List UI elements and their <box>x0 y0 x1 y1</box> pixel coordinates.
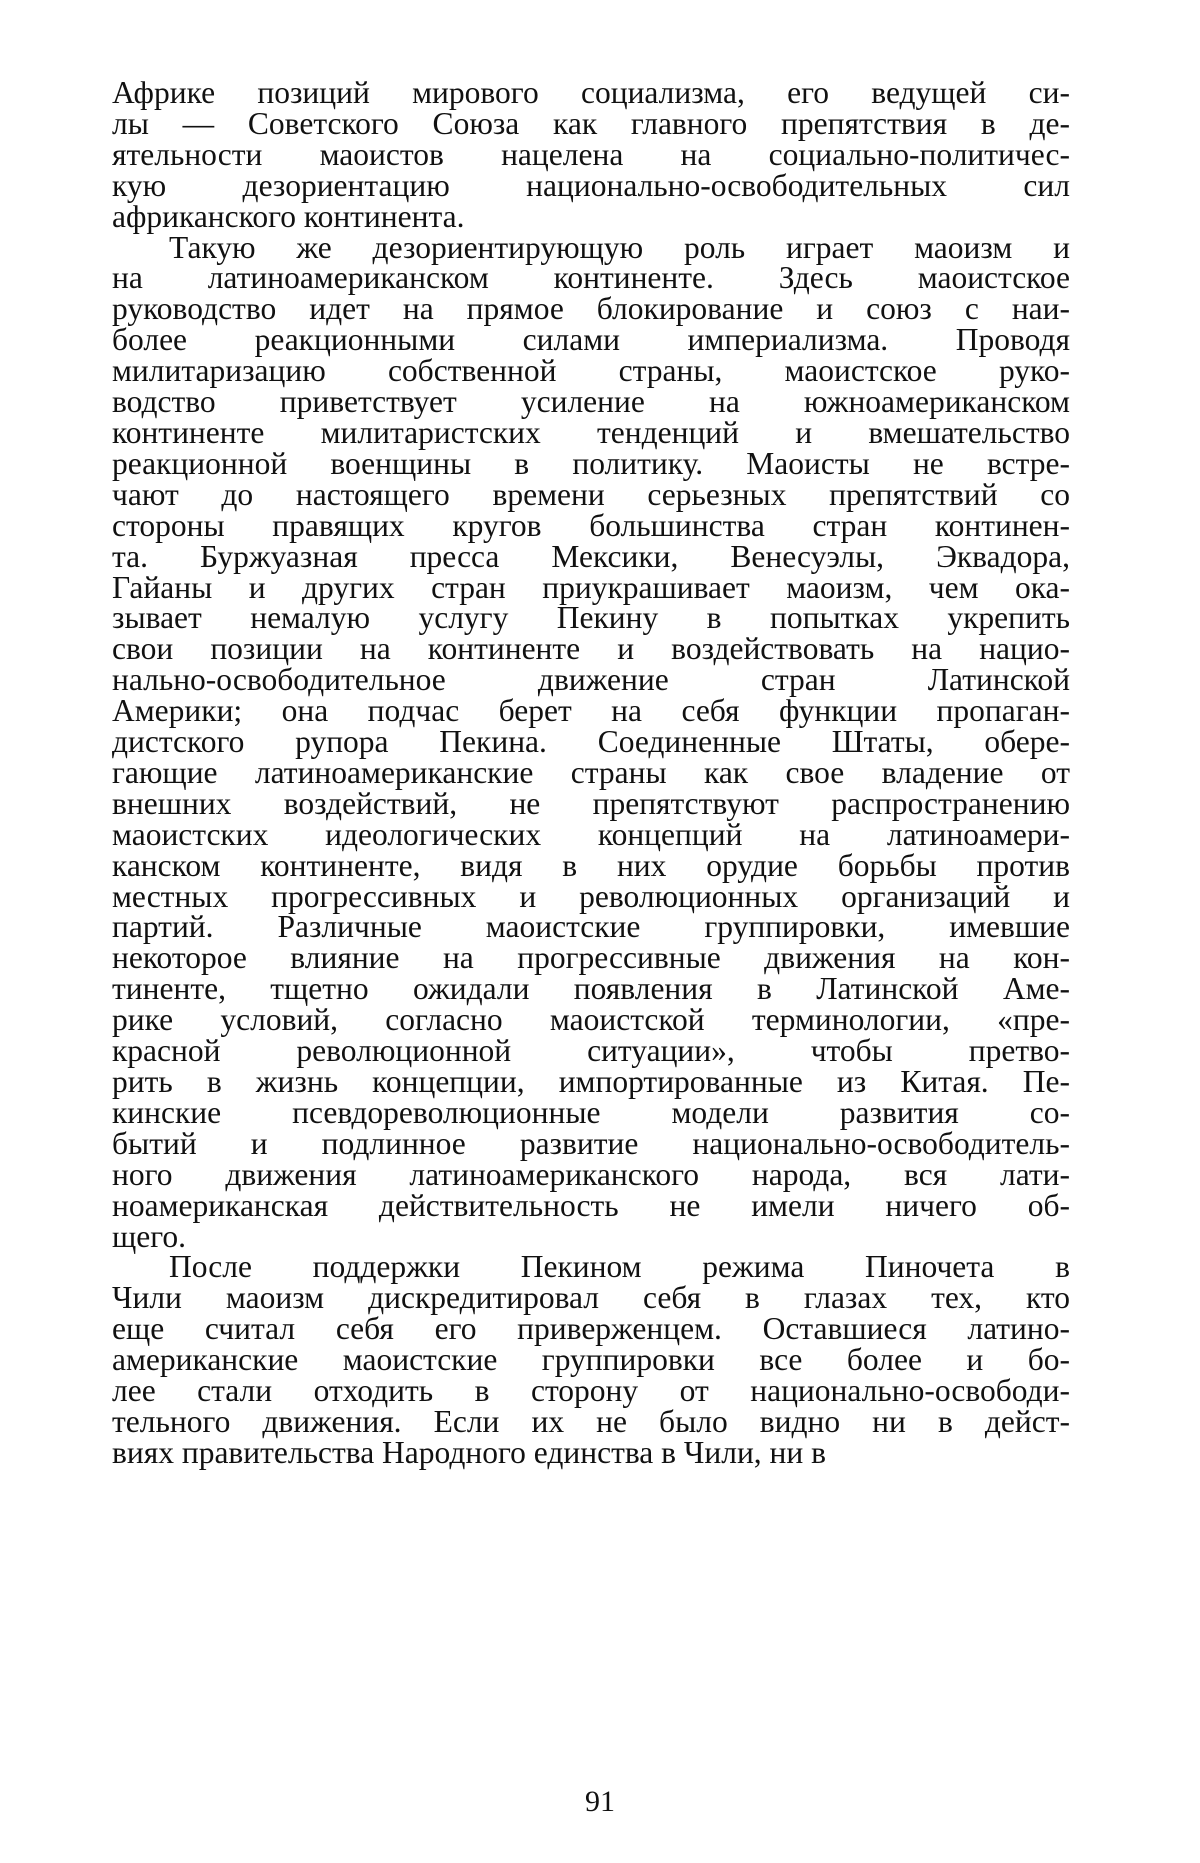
text-line: свои позиции на континенте и воздействовать на нацио- <box>112 631 1070 667</box>
text-line: маоистских идеологических концепций на латиноамери- <box>112 816 1070 852</box>
text-line: американские маоистские группировки все более и бо- <box>112 1342 1070 1378</box>
text-line: ноамериканская действительность не имели ничего об- <box>112 1187 1070 1223</box>
text-line: Чили маоизм дискредитировал себя в глазах тех, кто <box>112 1280 1070 1316</box>
text-line: некоторое влияние на прогрессивные движения на кон- <box>112 940 1070 976</box>
text-line: бытий и подлинное развитие национально-освободитель- <box>112 1125 1070 1161</box>
text-line: ного движения латиноамериканского народа, вся лати- <box>112 1156 1070 1192</box>
text-line: милитаризацию собственной страны, маоистское руко- <box>112 353 1070 389</box>
text-line: африканского континента. <box>112 198 465 234</box>
text-line: красной революционной ситуации», чтобы претво- <box>112 1033 1070 1069</box>
text-line: еще считал себя его приверженцем. Оставшиеся латино- <box>112 1311 1070 1347</box>
text-line: тиненте, тщетно ожидали появления в Латинской Аме- <box>112 971 1070 1007</box>
text-line: кинские псевдореволюционные модели развития со- <box>112 1094 1070 1130</box>
text-line: лы — Советского Союза как главного препятствия в де- <box>112 105 1070 141</box>
text-line: тельного движения. Если их не было видно ни в дейст- <box>112 1403 1070 1439</box>
text-line: После поддержки Пекином режима Пиночета в <box>169 1249 1070 1285</box>
text-line: внешних воздействий, не препятствуют распространению <box>112 785 1070 821</box>
text-line: Африке позиций мирового социализма, его ведущей си- <box>112 75 1070 110</box>
text-line: стороны правящих кругов большинства стран континен- <box>112 507 1070 543</box>
text-line: зывает немалую услугу Пекину в попытках укрепить <box>112 600 1070 636</box>
text-line: чают до настоящего времени серьезных препятствий со <box>112 476 1070 512</box>
text-line: щего. <box>112 1218 186 1254</box>
text-line: рике условий, согласно маоистской терминологии, «пре- <box>112 1002 1070 1038</box>
text-line: более реакционными силами империализма. Проводя <box>112 322 1070 358</box>
paragraph <box>112 1249 1070 1470</box>
text-line: нально-освободительное движение стран Латинской <box>112 662 1070 698</box>
text-line: дистского рупора Пекина. Соединенные Штаты, обере- <box>112 724 1070 760</box>
text-line: лее стали отходить в сторону от национально-освободи- <box>112 1373 1070 1409</box>
text-line: континенте милитаристских тенденций и вмешательство <box>112 414 1070 450</box>
text-line: водство приветствует усиление на южноамериканском <box>112 384 1070 420</box>
text-line: Америки; она подчас берет на себя функции пропаган- <box>112 693 1070 729</box>
text-line: кую дезориентацию национально-освободительных сил <box>112 167 1070 203</box>
text-line: местных прогрессивных и революционных организаций и <box>112 878 1070 914</box>
text-line: руководство идет на прямое блокирование и союз с наи- <box>112 291 1070 327</box>
text-line: рить в жизнь концепции, импортированные из Китая. Пе- <box>112 1064 1070 1099</box>
text-line: та. Буржуазная пресса Мексики, Венесуэлы, Эквадора, <box>112 538 1070 574</box>
text-line: Гайаны и других стран приукрашивает маоизм, чем ока- <box>112 569 1070 605</box>
text-line: реакционной военщины в политику. Маоисты не встре- <box>112 445 1070 481</box>
text-line: партий. Различные маоистские группировки, имевшие <box>112 909 1070 945</box>
text-line: гающие латиноамериканские страны как свое владение от <box>112 754 1070 790</box>
text-line: на латиноамериканском континенте. Здесь маоистское <box>112 260 1070 296</box>
text-column <box>112 75 1070 1470</box>
text-line: Такую же дезориентирующую роль играет маоизм и <box>169 229 1070 265</box>
text-line: виях правительства Народного единства в Чили, ни в <box>112 1434 827 1470</box>
text-line: канском континенте, видя в них орудие борьбы против <box>112 847 1070 883</box>
page-number: 91 <box>585 1785 615 1818</box>
text-line: ятельности маоистов нацелена на социально-политичес- <box>112 136 1070 172</box>
paragraph <box>112 75 1070 234</box>
paragraph <box>112 229 1070 1254</box>
